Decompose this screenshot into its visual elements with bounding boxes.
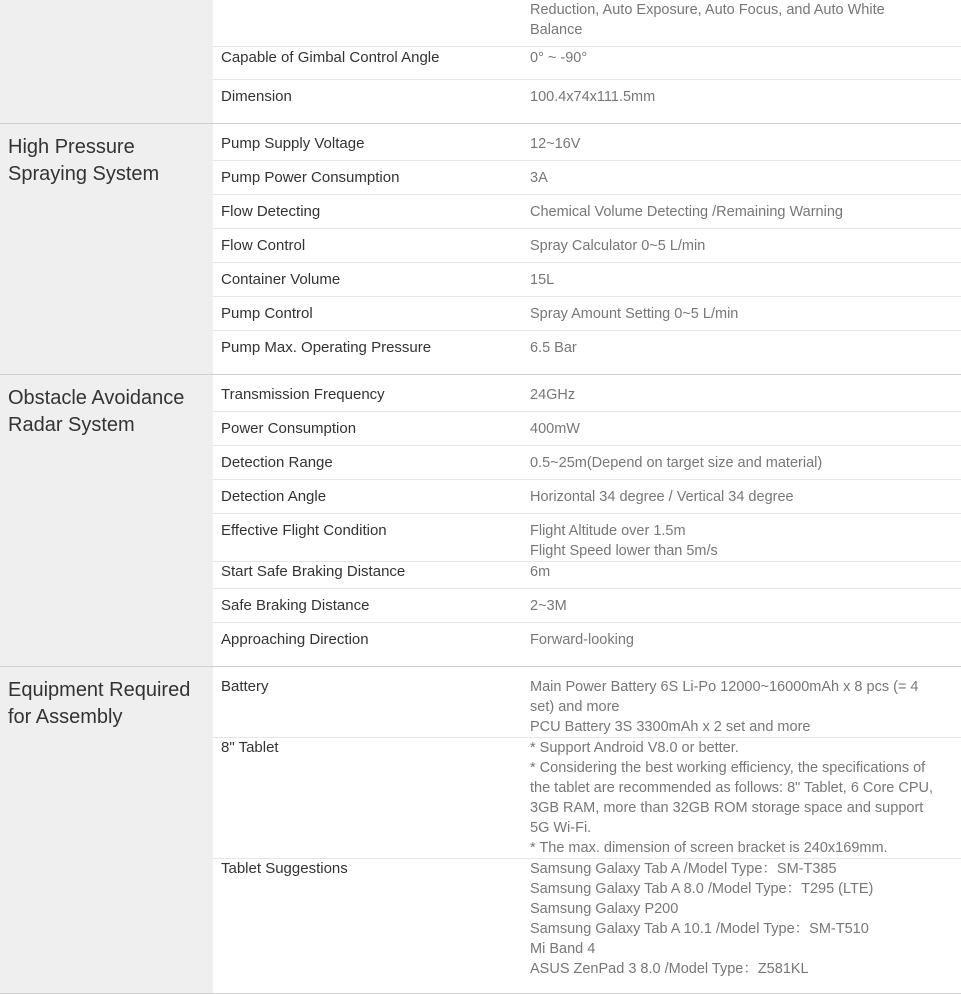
spec-label: Flow Detecting xyxy=(221,203,321,220)
spec-value: Horizontal 34 degree / Vertical 34 degree xyxy=(530,489,794,505)
spec-section-camera xyxy=(0,0,961,124)
spec-label: Effective Flight Condition xyxy=(221,522,387,539)
spec-value: Flight Altitude over 1.5m Flight Speed lower than 5m/s xyxy=(530,523,718,559)
spec-row xyxy=(213,80,961,113)
spec-row xyxy=(213,161,961,195)
spec-value: Samsung Galaxy Tab A /Model Type：SM-T385 Samsung Galaxy Tab A 8.0 /Model Type：T295 (LTE) Samsung Galaxy P200 Samsung Galaxy Tab A 10.1 /Model Type：SM-T510 Mi Band 4 ASUS ZenPad 3 8.0 /Model Type：Z581KL xyxy=(530,861,874,977)
spec-value: Spray Calculator 0~5 L/min xyxy=(530,238,706,254)
spec-row xyxy=(213,378,961,412)
spec-label: Capable of Gimbal Control Angle xyxy=(221,49,440,66)
spec-value: Forward-looking xyxy=(530,632,634,648)
spec-row xyxy=(213,47,961,80)
spec-value: 0.5~25m(Depend on target size and material) xyxy=(530,455,823,471)
spec-row xyxy=(213,229,961,263)
spec-label: Power Consumption xyxy=(221,420,357,437)
section-title: High Pressure Spraying System xyxy=(0,124,213,374)
spec-row xyxy=(213,0,961,47)
spec-value: Main Power Battery 6S Li-Po 12000~16000mAh x 8 pcs (= 4 set) and more PCU Battery 3S 3300mAh x 2 set and more xyxy=(530,679,919,735)
spec-label: Container Volume xyxy=(221,271,341,288)
spec-label: Tablet Suggestions xyxy=(221,860,348,877)
spec-row xyxy=(213,859,961,983)
spec-value: 2~3M xyxy=(530,598,567,614)
spec-label: Pump Max. Operating Pressure xyxy=(221,339,432,356)
spec-value: 100.4x74x111.5mm xyxy=(530,89,656,105)
section-title: Equipment Required for Assembly xyxy=(0,667,213,993)
section-title xyxy=(0,0,213,123)
spec-row xyxy=(213,589,961,623)
spec-value: 24GHz xyxy=(530,387,576,403)
spec-value: 6.5 Bar xyxy=(530,340,577,356)
spec-row xyxy=(213,127,961,161)
spec-section-equipment xyxy=(0,667,961,994)
spec-row xyxy=(213,297,961,331)
spec-value: Spray Amount Setting 0~5 L/min xyxy=(530,306,739,322)
spec-row xyxy=(213,263,961,297)
spec-value: Reduction, Auto Exposure, Auto Focus, and Auto White Balance xyxy=(530,2,885,38)
spec-row xyxy=(213,623,961,656)
spec-label: Transmission Frequency xyxy=(221,386,385,403)
spec-label: 8" Tablet xyxy=(221,739,279,756)
spec-row xyxy=(213,195,961,229)
spec-value: Chemical Volume Detecting /Remaining Warning xyxy=(530,204,843,220)
spec-label: Battery xyxy=(221,678,269,695)
spec-label: Approaching Direction xyxy=(221,631,369,648)
spec-label: Dimension xyxy=(221,88,292,105)
spec-value: 6m xyxy=(530,564,551,580)
spec-label: Pump Power Consumption xyxy=(221,169,400,186)
spec-label: Pump Control xyxy=(221,305,313,322)
spec-value: 0° ~ -90° xyxy=(530,50,588,66)
spec-label: Pump Supply Voltage xyxy=(221,135,365,152)
spec-value: 400mW xyxy=(530,421,580,437)
spec-row xyxy=(213,331,961,364)
spec-section-spraying xyxy=(0,124,961,375)
spec-label: Start Safe Braking Distance xyxy=(221,563,406,580)
spec-value: 12~16V xyxy=(530,136,581,152)
spec-row xyxy=(213,514,961,562)
spec-label: Detection Range xyxy=(221,454,333,471)
spec-row xyxy=(213,412,961,446)
spec-value: * Support Android V8.0 or better. * Considering the best working efficiency, the specifications of the tablet are recommended as follows: 8" Tablet, 6 Core CPU, 3GB RAM, more than 32GB ROM storage space and support 5G Wi-Fi. * The max. dimension of screen bracket is 240x169mm. xyxy=(530,740,934,856)
spec-label: Flow Control xyxy=(221,237,306,254)
spec-value: 3A xyxy=(530,170,548,186)
spec-value: 15L xyxy=(530,272,555,288)
spec-label xyxy=(213,0,530,46)
spec-row xyxy=(213,480,961,514)
spec-row xyxy=(213,446,961,480)
spec-label: Safe Braking Distance xyxy=(221,597,370,614)
spec-row xyxy=(213,562,961,589)
section-title: Obstacle Avoidance Radar System xyxy=(0,375,213,666)
spec-section-radar xyxy=(0,375,961,667)
spec-row xyxy=(213,670,961,738)
spec-label: Detection Angle xyxy=(221,488,327,505)
spec-row xyxy=(213,738,961,859)
